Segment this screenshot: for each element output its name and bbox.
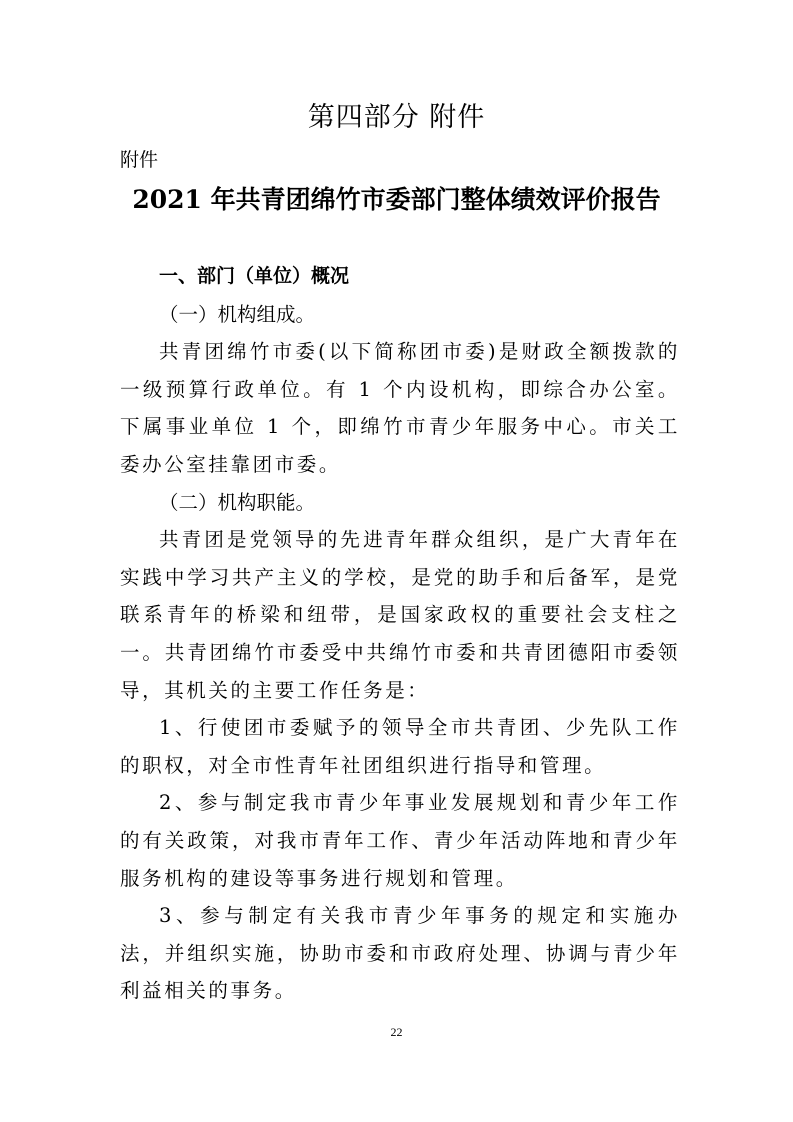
document-body: [120, 258, 680, 1010]
section-heading: 一、部门（单位）概况: [159, 265, 350, 287]
page-number: 22: [390, 1025, 403, 1039]
subsection-heading-organization: （一）机构组成。: [159, 302, 316, 326]
list-item: 1、行使团市委赋予的领导全市共青团、少先队工作的职权，对全市性青年社团组织进行指导和管理。: [120, 716, 680, 777]
attachment-label: 附件: [120, 149, 159, 171]
list-item: 2、参与制定我市青少年事业发展规划和青少年工作的有关政策，对我市青年工作、青少年活动阵地和青少年服务机构的建设等事务进行规划和管理。: [120, 791, 680, 890]
subsection-heading-functions: （二）机构职能。: [159, 490, 316, 514]
document-title: 2021 年共青团绵竹市委部门整体绩效评价报告: [132, 185, 661, 214]
list-item: 3、参与制定有关我市青少年事务的规定和实施办法，并组织实施，协助市委和市政府处理、协调与青少年利益相关的事务。: [120, 904, 680, 1003]
paragraph-organization: 共青团绵竹市委(以下简称团市委)是财政全额拨款的一级预算行政单位。有 1 个内设机构，即综合办公室。下属事业单位 1 个，即绵竹市青少年服务中心。市关工委办公室挂靠团市委。: [120, 340, 680, 476]
paragraph-functions: 共青团是党领导的先进青年群众组织，是广大青年在实践中学习共产主义的学校，是党的助手和后备军，是党联系青年的桥梁和纽带，是国家政权的重要社会支柱之一。共青团绵竹市委受中共绵竹市委和共青团德阳市委领导，其机关的主要工作任务是：: [120, 528, 680, 702]
part-title: 第四部分 附件: [307, 102, 486, 133]
